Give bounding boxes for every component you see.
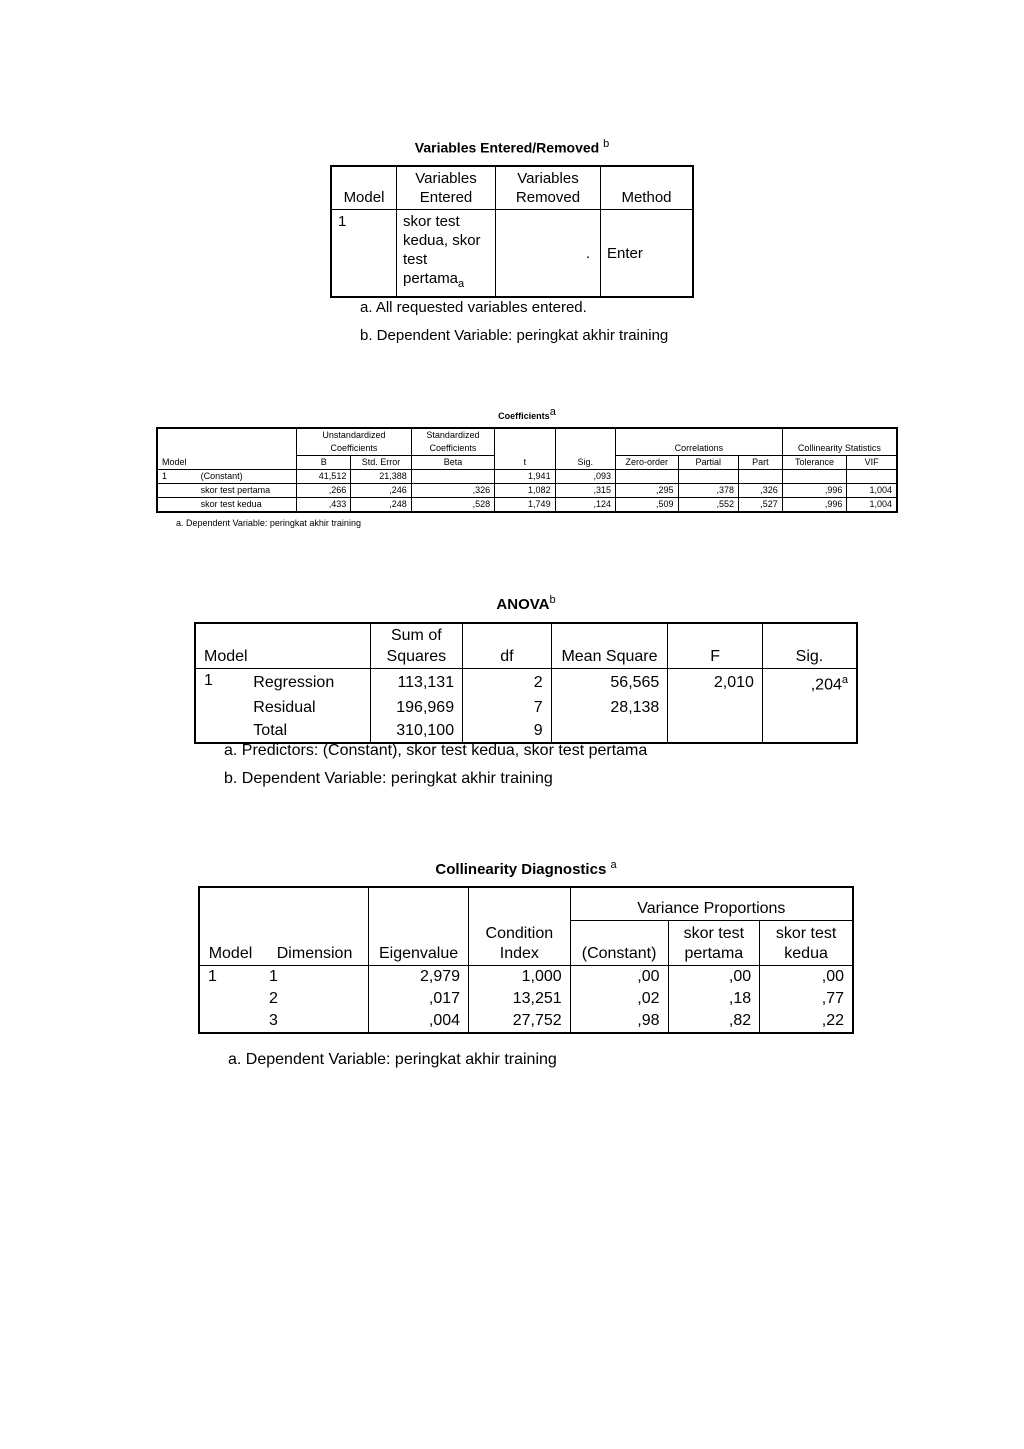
anova-table: [194, 622, 858, 744]
header-dimension: Dimension: [261, 923, 369, 966]
table-row: Total 310,100 9: [195, 719, 857, 743]
header-blank: [157, 428, 297, 456]
variables-entered-table: [330, 165, 694, 298]
table-row: 2 ,017 13,251 ,02 ,18 ,77: [199, 988, 853, 1010]
coefficients-title: Coefficients$^a$: [498, 406, 556, 421]
cell-variables-entered: skor test kedua, skor test pertama$_a$: [397, 210, 496, 298]
cell-method: Enter: [607, 244, 643, 262]
anova-title: ANOVA$^b$: [496, 594, 556, 613]
header-model: Model: [157, 456, 297, 470]
table-row: 1 Regression 113,131 2 56,565 2,010 ,204$^a$: [195, 669, 857, 697]
header-sig: Sig.: [762, 623, 857, 669]
header-variables-removed: Variables Removed: [496, 166, 601, 210]
header-blank: [495, 428, 555, 456]
header-mean-square: Mean Square: [551, 623, 668, 669]
header-t: t: [495, 456, 555, 470]
footnote: b. Dependent Variable: peringkat akhir training: [360, 327, 669, 344]
collinearity-title: Collinearity Diagnostics $^a$: [435, 859, 617, 878]
cell-model: 1: [331, 210, 397, 298]
cell-model: 1: [208, 968, 217, 985]
header-collinearity: Collinearity Statistics: [782, 428, 897, 456]
cell-variables-removed: .: [496, 210, 601, 298]
table-row: 1 (Constant) 41,512 21,388 1,941 ,093: [157, 470, 897, 484]
table-row: Residual 196,969 7 28,138: [195, 696, 857, 719]
header-f: F: [668, 623, 763, 669]
header-constant: (Constant): [570, 923, 668, 966]
cell-model: 1: [204, 672, 213, 689]
header-b: B: [297, 456, 351, 470]
coefficients-table: [156, 427, 898, 513]
header-standardized: Standardized Coefficients: [411, 428, 494, 456]
footnote: a. Dependent Variable: peringkat akhir training: [176, 518, 361, 528]
footnote: a. All requested variables entered.: [360, 299, 587, 316]
footnote: a. Predictors: (Constant), skor test kedua, skor test pertama: [224, 742, 648, 759]
header-unstandardized: Unstandardized Coefficients: [297, 428, 412, 456]
header-tolerance: Tolerance: [782, 456, 847, 470]
variables-entered-title: Variables Entered/Removed $^b$: [414, 138, 610, 156]
header-skor-test-kedua: skor test kedua: [760, 923, 853, 966]
header-df: df: [463, 623, 552, 669]
header-variance-proportions: Variance Proportions: [570, 898, 853, 921]
header-blank: [555, 428, 615, 456]
header-beta: Beta: [411, 456, 494, 470]
footnote: b. Dependent Variable: peringkat akhir training: [224, 770, 553, 787]
header-skor-test-pertama: skor test pertama: [668, 923, 760, 966]
header-method: Method: [601, 166, 694, 210]
header-partial: Partial: [678, 456, 738, 470]
header-sum-of-squares: Sum of Squares: [370, 623, 463, 669]
header-vif: VIF: [847, 456, 897, 470]
collinearity-table: [198, 886, 854, 1034]
header-condition-index: Condition Index: [469, 923, 571, 966]
header-sig: Sig.: [555, 456, 615, 470]
header-zero-order: Zero-order: [616, 456, 679, 470]
header-variables-entered: Variables Entered: [397, 166, 496, 210]
header-model: Model: [199, 923, 261, 966]
header-model: Model: [331, 166, 397, 210]
table-row: 1 1 2,979 1,000 ,00 ,00 ,00: [199, 966, 853, 989]
header-correlations: Correlations: [616, 428, 783, 456]
table-row: 3 ,004 27,752 ,98 ,82 ,22: [199, 1010, 853, 1033]
footnote: a. Dependent Variable: peringkat akhir training: [228, 1051, 557, 1068]
header-model: Model: [195, 623, 370, 669]
table-row: skor test kedua ,433 ,248 ,528 1,749 ,124 ,509 ,552 ,527 ,996 1,004: [157, 498, 897, 513]
header-std-error: Std. Error: [351, 456, 411, 470]
header-part: Part: [738, 456, 782, 470]
table-row: skor test pertama ,266 ,246 ,326 1,082 ,315 ,295 ,378 ,326 ,996 1,004: [157, 484, 897, 498]
header-eigenvalue: Eigenvalue: [369, 923, 469, 966]
